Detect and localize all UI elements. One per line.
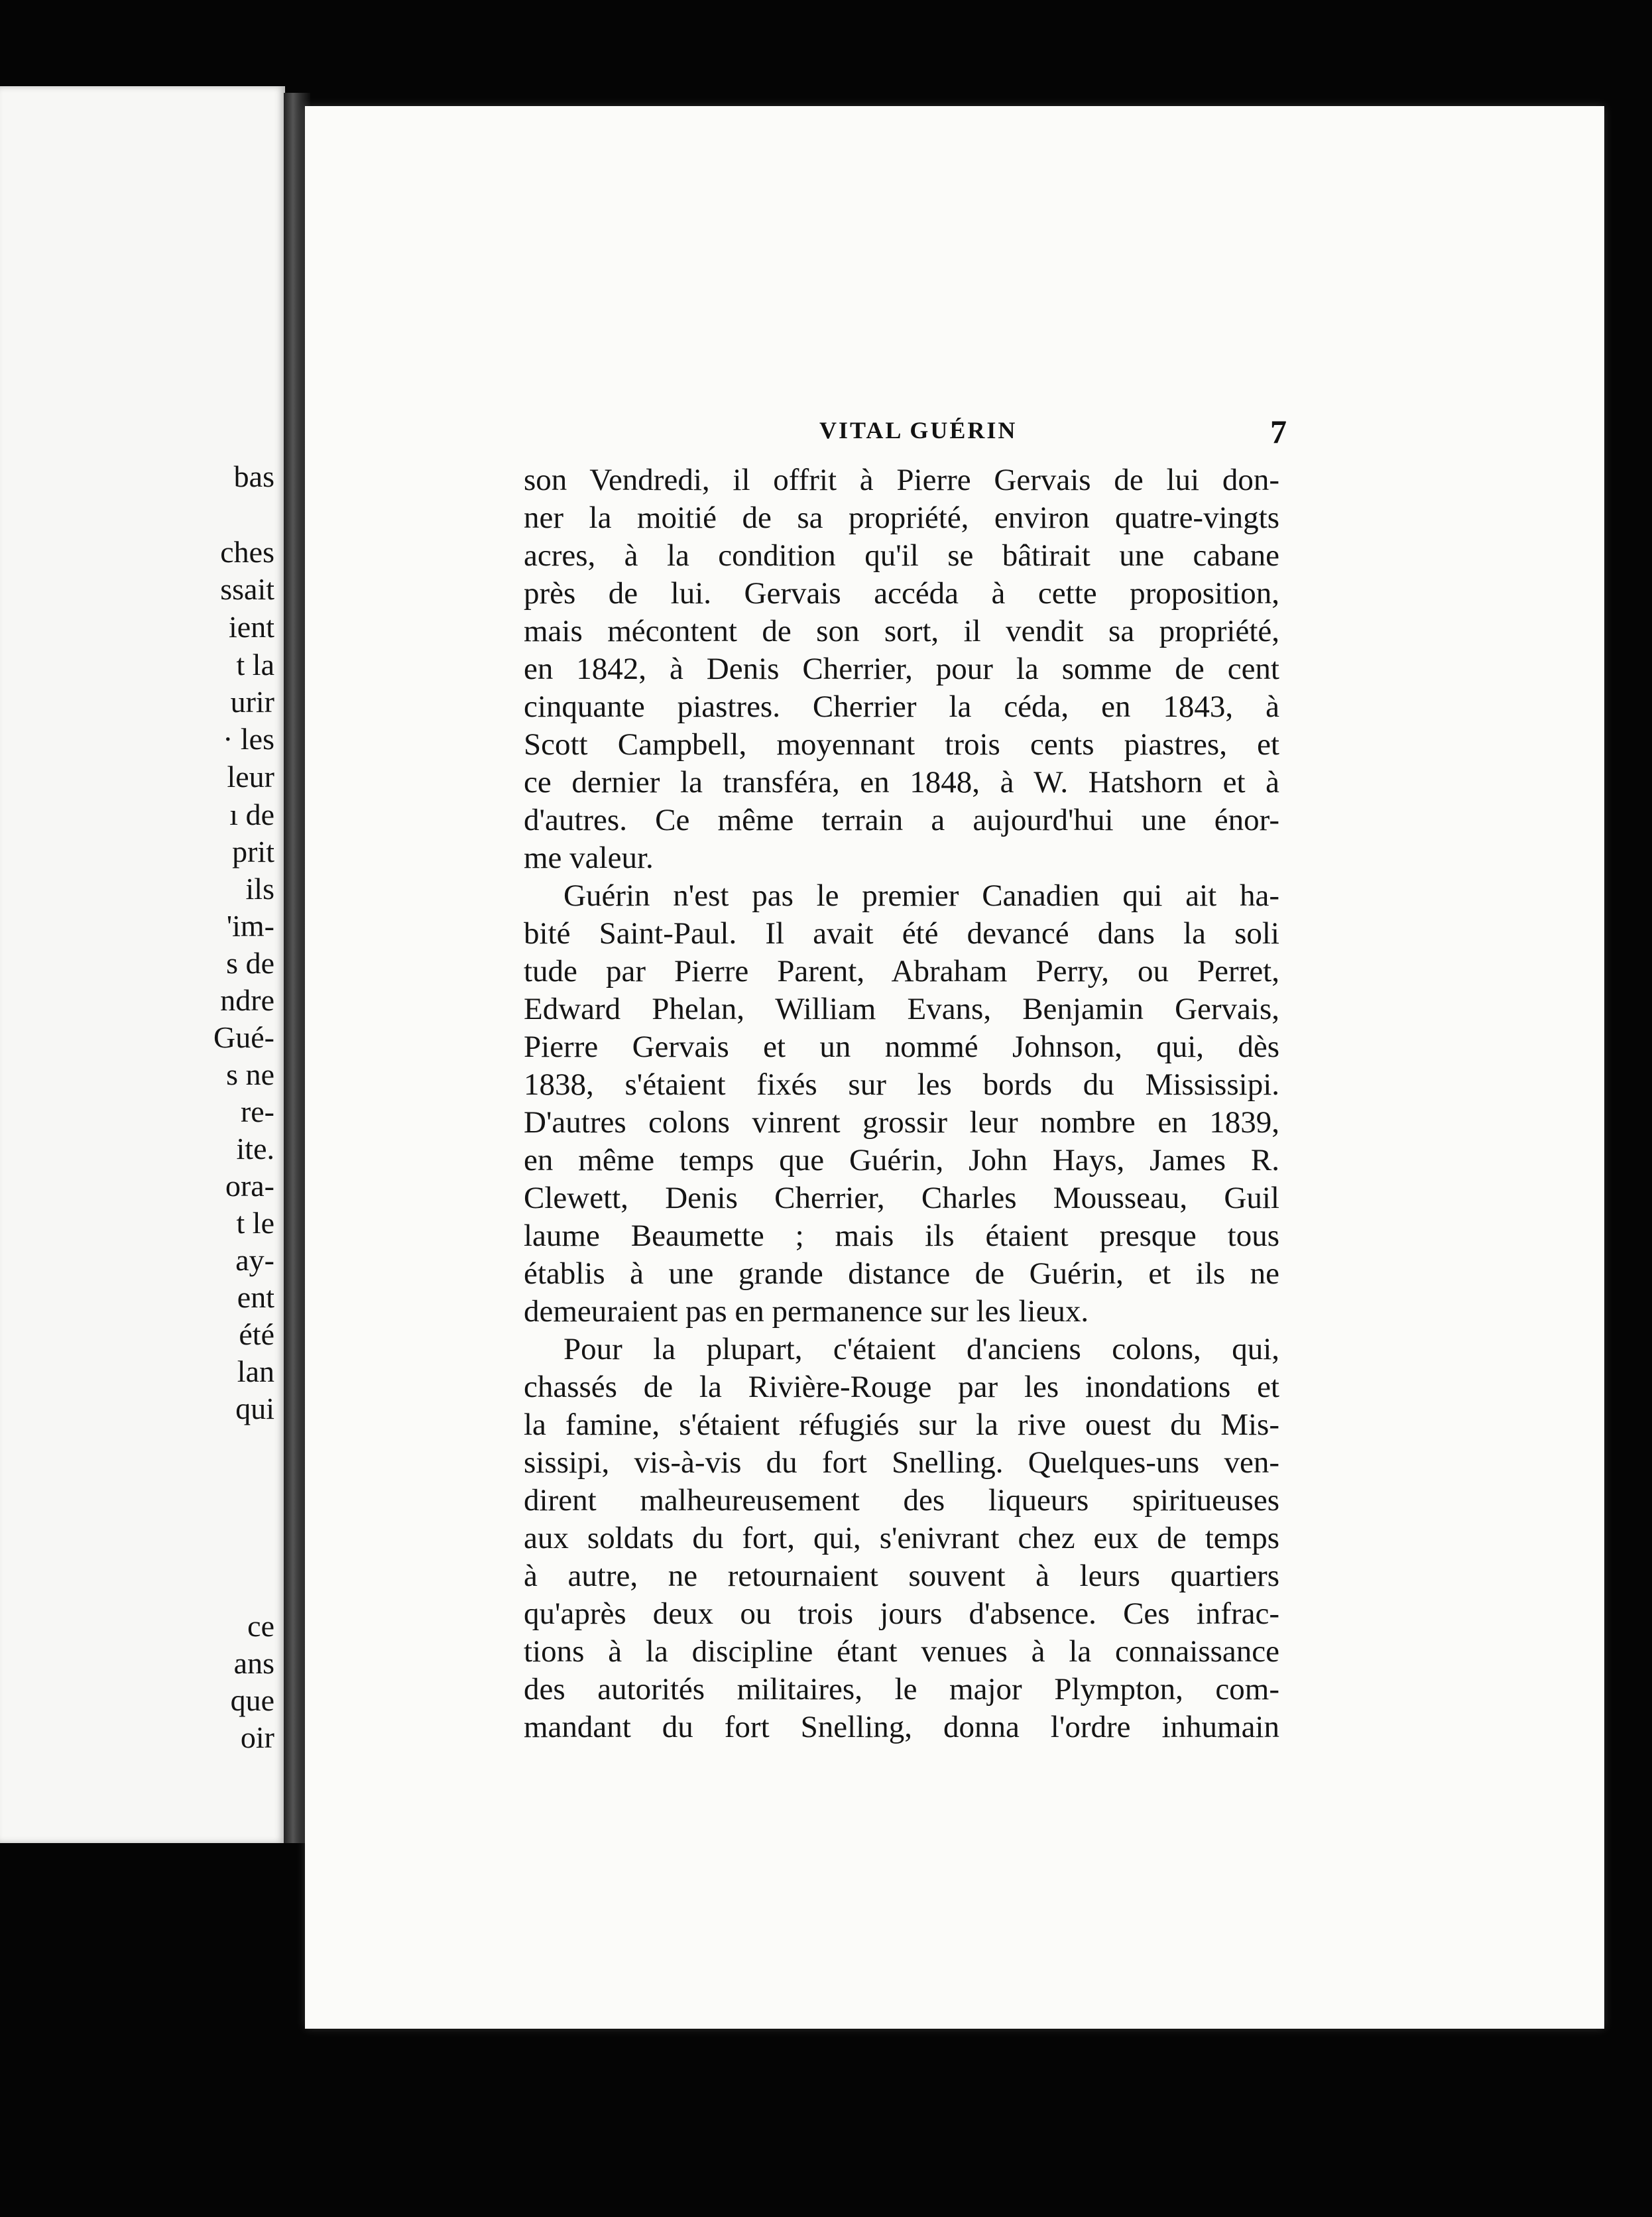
left-page-fragment: s de: [226, 946, 274, 980]
text-line: D'autres colons vinrent grossir leur nombre en 1839,: [524, 1105, 1279, 1140]
text-line: laume Beaumette ; mais ils étaient presque tous: [524, 1219, 1279, 1253]
left-page-fragment: que: [230, 1683, 274, 1717]
text-line: tude par Pierre Parent, Abraham Perry, ou Perret,: [524, 954, 1279, 989]
left-page-fragment: lan: [237, 1354, 274, 1388]
left-page-fragment: leur: [227, 760, 274, 794]
left-page-fragment: t le: [236, 1206, 274, 1240]
left-page-fragment: re-: [240, 1095, 274, 1128]
left-page-fragment: ay-: [235, 1243, 274, 1277]
running-head-title: VITAL GUÉRIN: [819, 417, 1018, 444]
left-page-fragment: ans: [233, 1646, 274, 1680]
text-line: Scott Campbell, moyennant trois cents piastres, et: [524, 727, 1279, 762]
text-line: dirent malheureusement des liqueurs spiritueuses: [524, 1483, 1279, 1518]
text-line: mandant du fort Snelling, donna l'ordre inhumain: [524, 1710, 1279, 1744]
left-page-fragment: urir: [230, 685, 274, 719]
text-line: en 1842, à Denis Cherrier, pour la somme de cent: [524, 652, 1279, 686]
left-page-fragment: bas: [233, 459, 274, 493]
left-page-fragment: ite.: [236, 1132, 274, 1166]
left-page-fragment: ssait: [220, 572, 274, 606]
left-page-fragment: Gué-: [213, 1020, 274, 1054]
text-line: des autorités militaires, le major Plympton, com-: [524, 1672, 1279, 1707]
text-line: d'autres. Ce même terrain a aujourd'hui une énor-: [524, 803, 1279, 837]
left-page-fragment: s ne: [226, 1057, 274, 1091]
text-line: acres, à la condition qu'il se bâtirait une cabane: [524, 538, 1279, 573]
text-line: demeuraient pas en permanence sur les lieux.: [524, 1294, 1089, 1329]
left-page-fragment: été: [239, 1317, 274, 1351]
paragraph: [524, 877, 1279, 1331]
text-line: mais mécontent de son sort, il vendit sa propriété,: [524, 614, 1279, 648]
text-line: tions à la discipline étant venues à la connaissance: [524, 1634, 1279, 1669]
left-page-fragment: ient: [229, 610, 274, 644]
left-page-fragment: · les: [223, 722, 274, 756]
left-facing-page: [0, 86, 285, 1843]
left-page-fragment: ı de: [229, 798, 274, 831]
text-line: sissipi, vis-à-vis du fort Snelling. Quelques-uns ven-: [524, 1445, 1279, 1480]
left-page-fragment: ils: [245, 872, 274, 906]
text-line: qu'après deux ou trois jours d'absence. Ces infrac-: [524, 1596, 1279, 1631]
text-line: établis à une grande distance de Guérin, et ils ne: [524, 1256, 1279, 1291]
left-page-fragment: 'im-: [226, 909, 274, 943]
left-page-fragment: ora-: [225, 1169, 274, 1203]
left-page-fragment: t la: [236, 648, 274, 682]
text-line: son Vendredi, il offrit à Pierre Gervais de lui don-: [524, 463, 1279, 497]
left-page-fragment: qui: [235, 1392, 274, 1425]
text-line: me valeur.: [524, 841, 654, 875]
text-line: Pierre Gervais et un nommé Johnson, qui, dès: [524, 1030, 1279, 1064]
left-page-fragment: ches: [220, 535, 274, 569]
text-line: 1838, s'étaient fixés sur les bords du Mississipi.: [524, 1067, 1279, 1102]
text-line: bité Saint-Paul. Il avait été devancé dans la soli: [524, 916, 1279, 951]
text-line: Edward Phelan, William Evans, Benjamin Gervais,: [524, 992, 1279, 1026]
paragraph: [524, 461, 1279, 877]
page-number: 7: [1270, 413, 1287, 450]
text-line: près de lui. Gervais accéda à cette proposition,: [524, 576, 1279, 611]
page-body-text: [524, 461, 1279, 1746]
left-page-fragment: ce: [247, 1609, 274, 1643]
left-page-fragment: ndre: [220, 983, 274, 1017]
text-line: la famine, s'étaient réfugiés sur la rive ouest du Mis-: [524, 1408, 1279, 1442]
text-line: chassés de la Rivière-Rouge par les inondations et: [524, 1370, 1279, 1404]
left-page-fragment: ent: [237, 1280, 274, 1314]
text-line: en même temps que Guérin, John Hays, James R.: [524, 1143, 1279, 1177]
left-page-fragment: prit: [232, 835, 274, 869]
text-line: à autre, ne retournaient souvent à leurs quartiers: [524, 1559, 1279, 1593]
text-line: cinquante piastres. Cherrier la céda, en 1843, à: [524, 689, 1279, 724]
text-line: ner la moitié de sa propriété, environ quatre-vingts: [524, 501, 1279, 535]
left-page-fragment: oir: [240, 1720, 274, 1754]
text-line: Guérin n'est pas le premier Canadien qui ait ha-: [563, 878, 1279, 913]
text-line: Clewett, Denis Cherrier, Charles Mousseau, Guil: [524, 1181, 1279, 1215]
text-line: ce dernier la transféra, en 1848, à W. Hatshorn et à: [524, 765, 1279, 800]
paragraph: [524, 1331, 1279, 1746]
text-line: Pour la plupart, c'étaient d'anciens colons, qui,: [563, 1332, 1279, 1366]
text-line: aux soldats du fort, qui, s'enivrant chez eux de temps: [524, 1521, 1279, 1555]
